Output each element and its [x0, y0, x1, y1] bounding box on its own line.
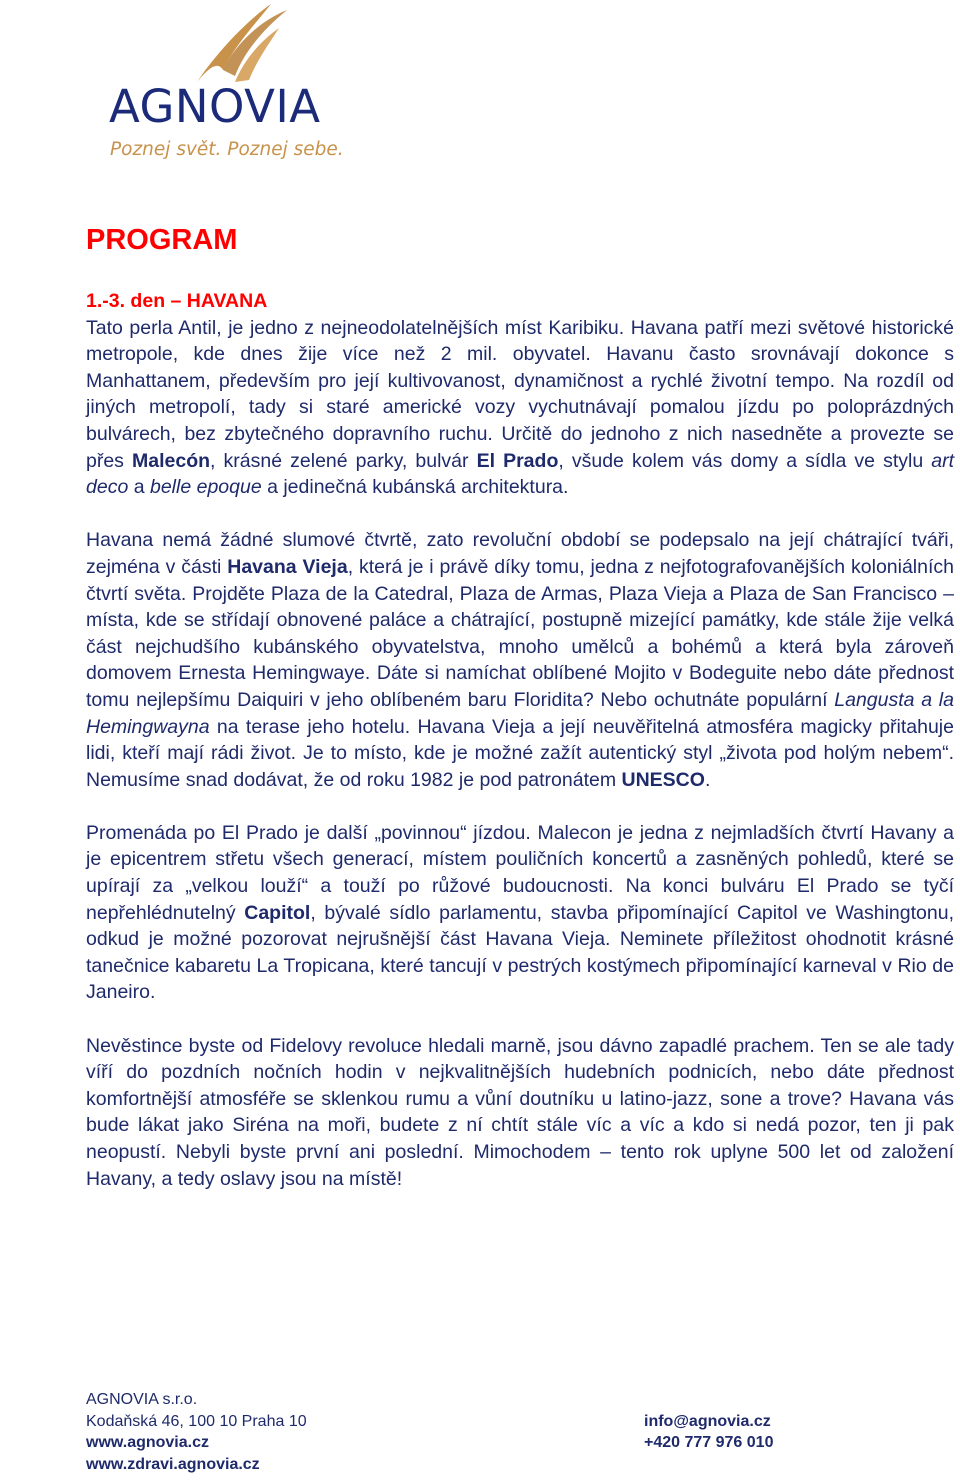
italic-term: Langusta a la Hemingwayna: [86, 688, 954, 738]
italic-term: belle epoque: [149, 476, 262, 499]
bold-term: UNESCO: [621, 768, 705, 791]
footer-company: AGNOVIA s.r.o.: [86, 1391, 198, 1408]
program-title: PROGRAM: [86, 224, 238, 256]
footer-web-link[interactable]: www.agnovia.cz: [86, 1434, 209, 1451]
footer-web-link-2[interactable]: www.zdravi.agnovia.cz: [86, 1455, 260, 1473]
logo-wordmark: AGNOVIA: [109, 80, 321, 133]
bold-term: Havana Vieja: [227, 555, 348, 578]
paragraph-1: Tato perla Antil, je jedno z nejneodolatelnějších míst Karibiku. Havana patří mezi světové historické metropole, kde dnes žije více než 2 mil. obyvatel. Havanu často srovnávají dokonce s Manhattanem, především pro její kultivovanost, dynamičnost a rychlé životní tempo. Na rozdíl od jiných metropolí, tady si staré americké vozy vychutnávají pomalou jízdu po poloprázdných bulvárech, bez zbytečného dopravního ruchu. Určitě do jednoho z nich nasedněte a provezte se přes Malecón, krásné zelené parky, bulvár El Prado, všude kolem vás domy a sídla ve stylu art deco a belle epoque a jedinečná kubánská architektura.: [86, 316, 955, 499]
program-content: [86, 216, 954, 1219]
logo-tagline: Poznej svět. Poznej sebe.: [110, 139, 344, 160]
footer-email-link[interactable]: info@agnovia.cz: [644, 1412, 771, 1430]
bold-term: Malecón: [132, 449, 211, 472]
footer-left: [86, 1389, 307, 1475]
swoosh-flame-icon: [175, 0, 295, 86]
footer-right: [644, 1389, 773, 1454]
paragraph-4: Nevěstince byste od Fidelovy revoluce hledali marně, jsou dávno zapadlé prachem. Ten se ale tady víří do pozdních nočních hodin v nejkvalitnějších hudebních podnicích, nebo dáte přednost komfortnější atmosféře se sklenkou rumu a vůní doutníku u latino-jazz, sone a trove? Havana vás bude lákat jako Siréna na moři, budete z ní chtít stále víc a víc a kdo si nedá pozor, ten ji pak neopustí. Nebyli byste první ani poslední. Mimochodem – tento rok uplyne 500 let od založení Havany, a tedy oslavy jsou na místě!: [86, 1034, 954, 1190]
paragraph-2: Havana nemá žádné slumové čtvrtě, zato revoluční období se podepsalo na její chátrající tváři, zejména v části Havana Vieja, která je i právě díky tomu, jedna z nejfotografovanějších koloniálních čtvrtí světa. Projděte Plaza de la Catedral, Plaza de Armas, Plaza Vieja a Plaza de San Francisco – místa, kde se střídají obnovené paláce a chátrající, postupně mizející památky, kde stále žije velká část nejchudšího kubánského obyvatelstva, mnoho umělců a bohémů a která byla zároveň domovem Ernesta Hemingwaye. Dáte si namíchat oblíbené Mojito v Bodeguite nebo dáte přednost tomu nejlepšímu Daiquiri v jeho oblíbeném baru Floridita? Nebo ochutnáte populární Langusta a la Hemingwayna na terase jeho hotelu. Havana Vieja a její neuvěřitelná atmosféra magicky přitahuje lidi, kteří mají rádi život. Je to místo, kde je možné zažít autentický styl „života pod holým nebem“. Nemusíme snad dodávat, že od roku 1982 je pod patronátem UNESCO.: [86, 529, 954, 791]
footer-address: Kodaňská 46, 100 10 Praha 10: [86, 1412, 307, 1430]
bold-term: Capitol: [244, 901, 311, 924]
paragraph-3: Promenáda po El Prado je další „povinnou“ jízdou. Malecon je jedna z nejmladších čtvrtí Havany a je epicentrem střetu všech generací, místem pouličních koncertů a zasněných pohledů, které se upírají za „velkou louží“ a touží po růžové budoucnosti. Na konci bulváru El Prado se tyčí nepřehlédnutelný Capitol, bývalé sídlo parlamentu, stavba připomínající Capitol ve Washingtonu, odkud je možné pozorovat nejrušnější část Havana Vieja. Neminete příležitost ohodnotit krásné tanečnice kabaretu La Tropicana, které tancují v pestrých kostýmech připomínající karneval v Rio de Janeiro.: [86, 821, 954, 1004]
agnovia-logo: [105, 0, 345, 170]
bold-term: El Prado: [476, 449, 559, 472]
footer-phone: +420 777 976 010: [644, 1434, 774, 1451]
day-heading: 1.-3. den – HAVANA: [86, 290, 268, 312]
italic-term: art deco: [86, 449, 955, 499]
